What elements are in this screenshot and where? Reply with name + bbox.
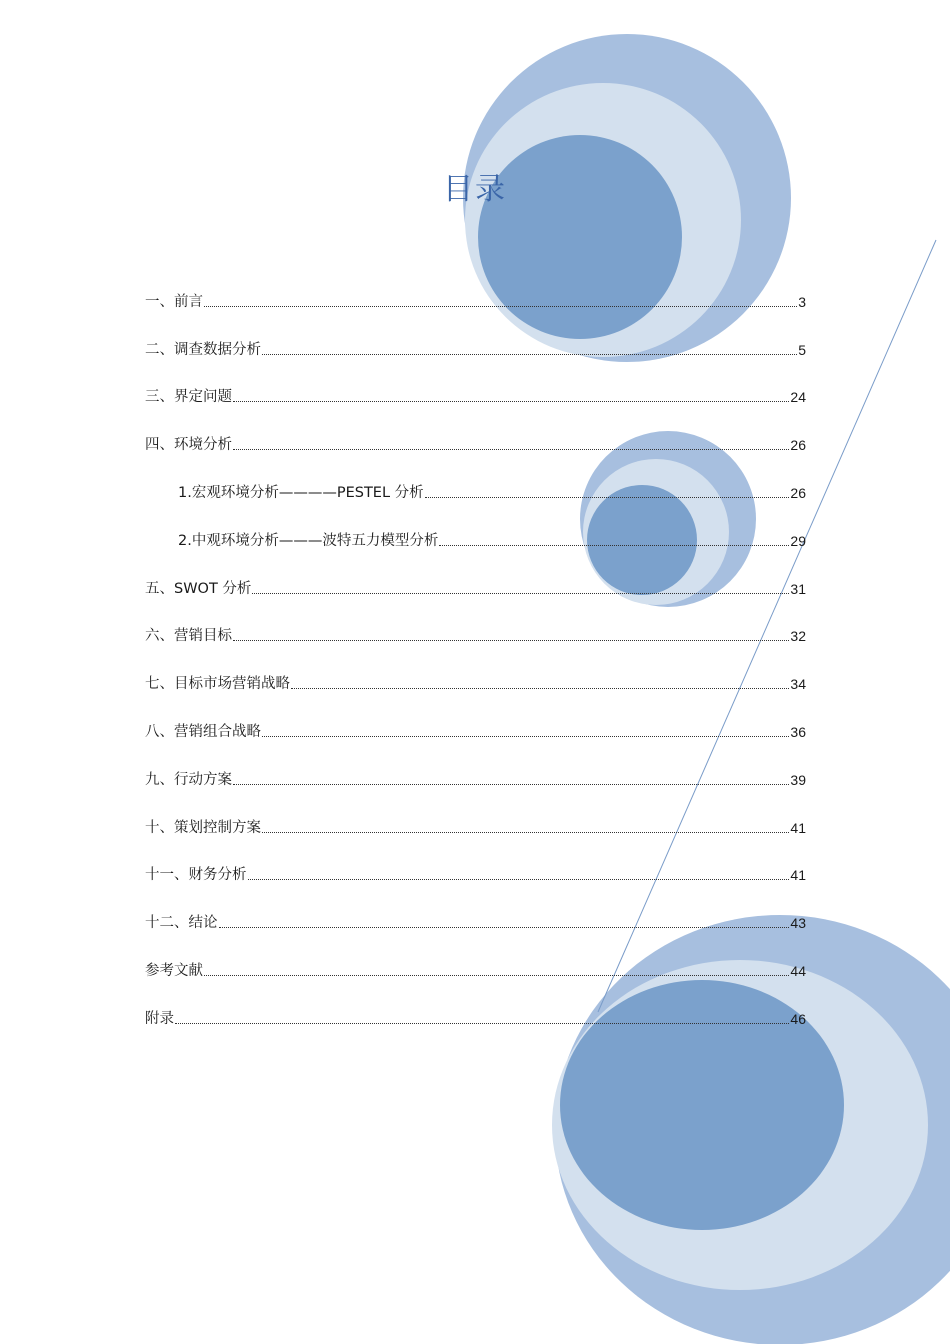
toc-entry-label: 附录 [145, 1010, 174, 1027]
toc-entry[interactable] [145, 314, 806, 362]
toc-dot-leader [262, 353, 797, 355]
toc-entry-page-number: 36 [790, 723, 806, 740]
toc-entry-label: 2.中观环境分析———波特五力模型分析 [178, 532, 439, 549]
toc-entry[interactable] [145, 792, 806, 840]
toc-dot-leader [204, 974, 789, 976]
toc-entry-page-number: 29 [790, 532, 806, 549]
toc-entry[interactable] [145, 840, 806, 888]
toc-dot-leader [248, 878, 790, 880]
toc-entry-label: 二、调查数据分析 [145, 341, 261, 358]
toc-entry-label: 六、营销目标 [145, 628, 232, 645]
toc-entry-label: 三、界定问题 [145, 389, 232, 406]
toc-entry-label: 七、目标市场营销战略 [145, 676, 290, 693]
toc-entry[interactable] [145, 887, 806, 935]
toc-dot-leader [252, 592, 789, 594]
toc-entry-label: 参考文献 [145, 962, 203, 979]
toc-entry[interactable] [145, 553, 806, 601]
toc-entry-page-number: 41 [790, 867, 806, 884]
toc-entry-label: 十一、财务分析 [145, 867, 247, 884]
toc-entry-page-number: 32 [790, 628, 806, 645]
toc-dot-leader [204, 305, 797, 307]
toc-entry-page-number: 44 [790, 962, 806, 979]
toc-entry-page-number: 41 [790, 819, 806, 836]
toc-dot-leader [262, 735, 789, 737]
toc-dot-leader [219, 926, 790, 928]
toc-entry-label: 八、营销组合战略 [145, 723, 261, 740]
toc-entry[interactable] [145, 266, 806, 314]
toc-entry-label: 一、前言 [145, 293, 203, 310]
toc-entry-page-number: 26 [790, 484, 806, 501]
toc-entry[interactable] [145, 362, 806, 410]
toc-entry[interactable] [145, 744, 806, 792]
toc-entry-page-number: 46 [790, 1010, 806, 1027]
toc-entry-page-number: 31 [790, 580, 806, 597]
toc-entry-label: 九、行动方案 [145, 771, 232, 788]
toc-entry-page-number: 39 [790, 771, 806, 788]
toc-entry-label: 十二、结论 [145, 915, 218, 932]
toc-entry-page-number: 34 [790, 676, 806, 693]
toc-entry[interactable] [145, 983, 806, 1031]
toc-entry[interactable] [145, 601, 806, 649]
toc-entry-label: 四、环境分析 [145, 437, 232, 454]
toc-entry[interactable] [145, 505, 806, 553]
toc-entry-page-number: 24 [790, 389, 806, 406]
toc-entry-page-number: 26 [790, 437, 806, 454]
toc-entry-page-number: 3 [798, 293, 806, 310]
page-title: 目录 [443, 172, 507, 207]
toc-entry[interactable] [145, 457, 806, 505]
toc-entry[interactable] [145, 409, 806, 457]
toc-dot-leader [262, 831, 789, 833]
toc-entry-label: 五、SWOT 分析 [145, 580, 252, 597]
toc-entry-label: 1.宏观环境分析————PESTEL 分析 [178, 484, 424, 501]
toc-entry-page-number: 5 [798, 341, 806, 358]
toc-entry[interactable] [145, 696, 806, 744]
toc-dot-leader [425, 496, 790, 498]
toc-dot-leader [233, 783, 789, 785]
toc-entry[interactable] [145, 648, 806, 696]
toc-dot-leader [233, 448, 789, 450]
toc-dot-leader [175, 1022, 789, 1024]
toc-dot-leader [233, 400, 789, 402]
table-of-contents [145, 266, 806, 1031]
toc-dot-leader [439, 544, 789, 546]
toc-entry-label: 十、策划控制方案 [145, 819, 261, 836]
toc-entry-page-number: 43 [790, 915, 806, 932]
toc-dot-leader [233, 639, 789, 641]
toc-entry[interactable] [145, 935, 806, 983]
toc-dot-leader [291, 687, 789, 689]
